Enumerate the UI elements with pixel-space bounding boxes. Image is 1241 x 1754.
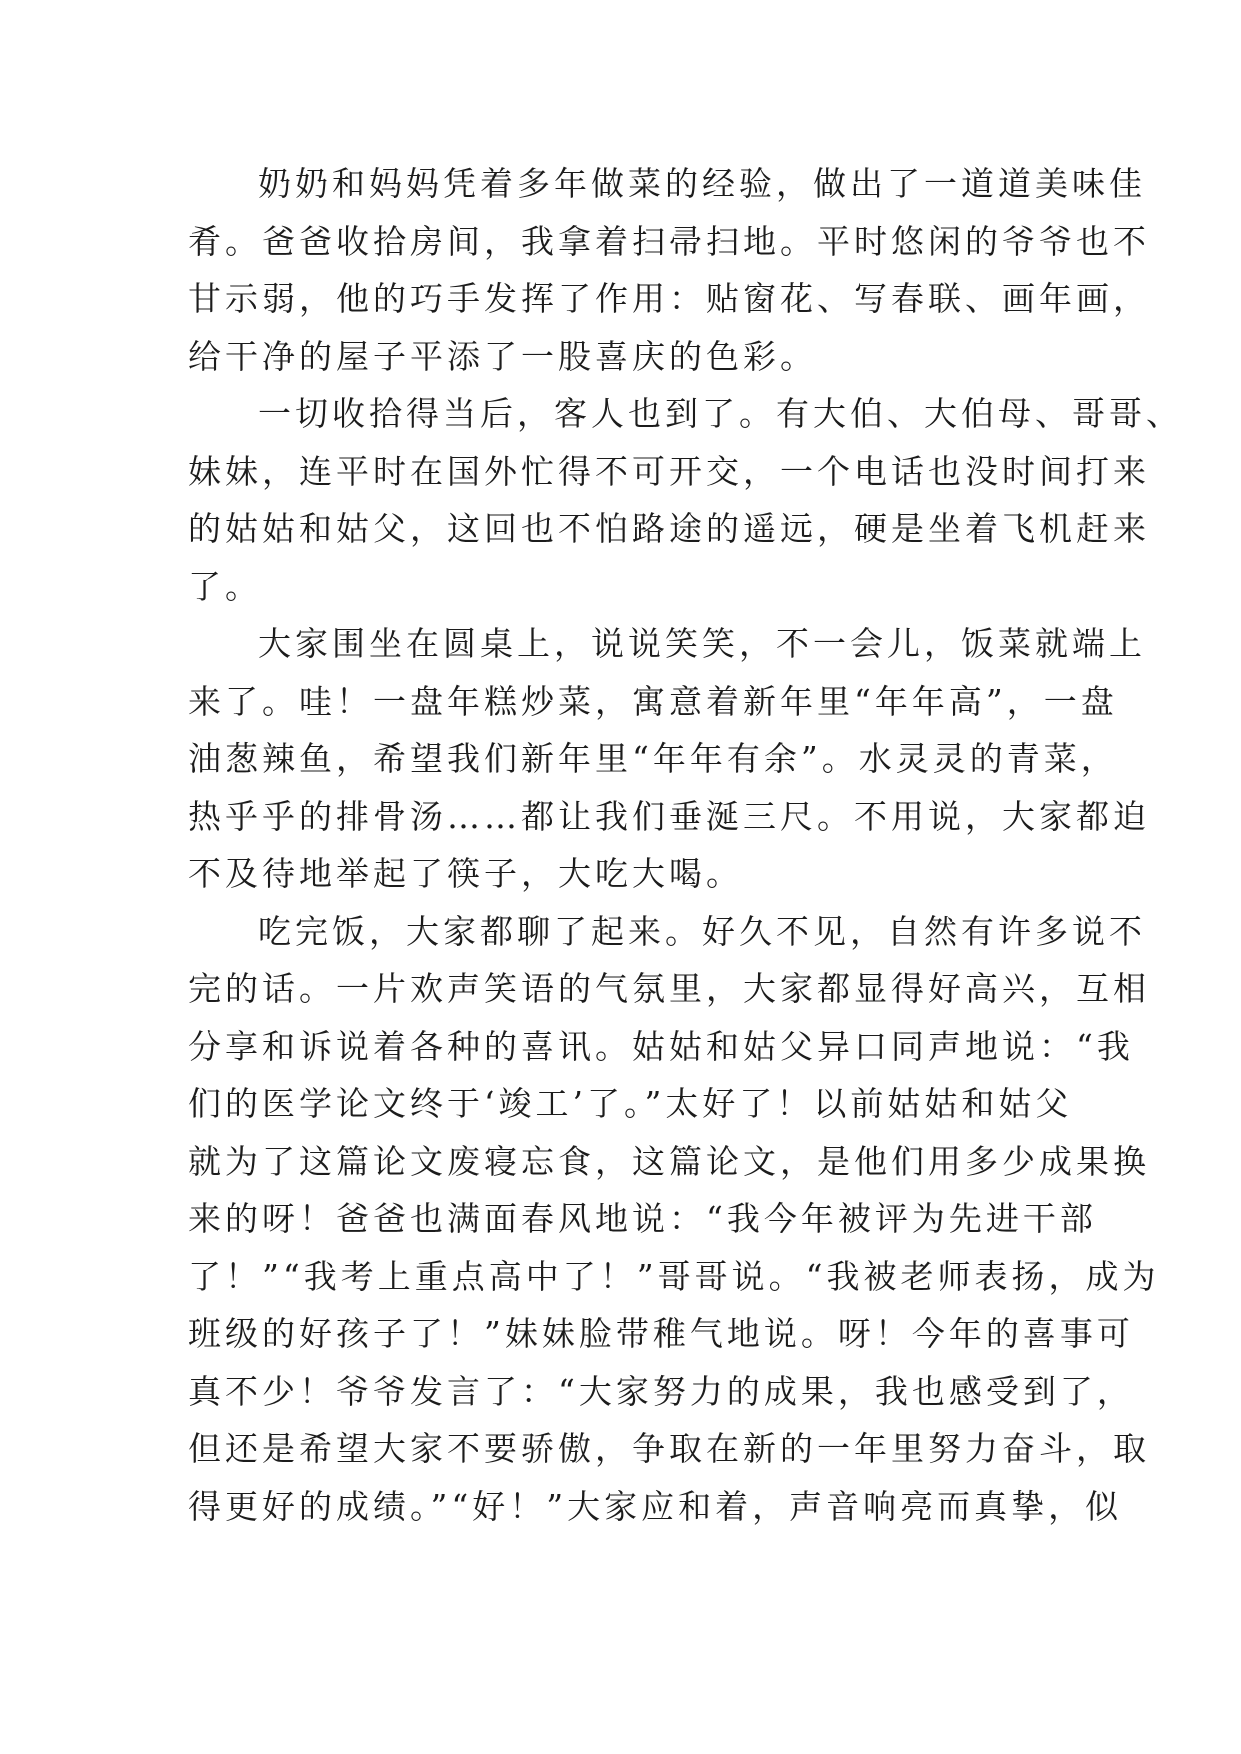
text-line: 真不少！爷爷发言了：“大家努力的成果，我也感受到了， [188, 1371, 1134, 1411]
text-line: 得更好的成绩。”“好！”大家应和着，声音响亮而真挚，似 [188, 1486, 1123, 1526]
text-line: 来了。哇！一盘年糕炒菜，寓意着新年里“年年高”，一盘 [188, 681, 1118, 721]
text-line: 给干净的屋子平添了一股喜庆的色彩。 [188, 336, 817, 376]
text-line: 来的呀！爸爸也满面春风地说：“我今年被评为先进干部 [188, 1199, 1097, 1238]
text-line: 分享和诉说着各种的喜讯。姑姑和姑父异口同声地说：“我 [188, 1026, 1134, 1066]
text-line: 了！”“我考上重点高中了！”哥哥说。“我被老师表扬，成为 [188, 1256, 1160, 1296]
text-line: 们的医学论文终于‘竣工’了。”太好了！以前姑姑和姑父 [188, 1084, 1073, 1123]
text-line: 肴。爸爸收拾房间，我拿着扫帚扫地。平时悠闲的爷爷也不 [188, 221, 1150, 261]
text-line: 了。 [188, 566, 262, 606]
text-line: 的姑姑和姑父，这回也不怕路途的遥远，硬是坐着飞机赶来 [188, 509, 1150, 548]
text-line: 就为了这篇论文废寝忘食，这篇论文，是他们用多少成果换 [188, 1141, 1150, 1181]
text-line: 热乎乎的排骨汤……都让我们垂涎三尺。不用说，大家都迫 [188, 796, 1150, 836]
text-line: 妹妹，连平时在国外忙得不可开交，一个电话也没时间打来 [188, 451, 1150, 491]
text-line: 班级的好孩子了！”妹妹脸带稚气地说。呀！今年的喜事可 [188, 1314, 1134, 1353]
text-line: 但还是希望大家不要骄傲，争取在新的一年里努力奋斗，取 [188, 1429, 1150, 1468]
document-body [188, 155, 1183, 1535]
text-line: 一切收拾得当后，客人也到了。有大伯、大伯母、哥哥、 [258, 394, 1183, 433]
text-line: 油葱辣鱼，希望我们新年里“年年有余”。水灵灵的青菜， [188, 739, 1118, 778]
text-line: 甘示弱，他的巧手发挥了作用：贴窗花、写春联、画年画， [188, 279, 1150, 318]
text-line: 吃完饭，大家都聊了起来。好久不见，自然有许多说不 [258, 911, 1146, 951]
text-line: 大家围坐在圆桌上，说说笑笑，不一会儿，饭菜就端上 [258, 624, 1146, 663]
text-line: 不及待地举起了筷子，大吃大喝。 [188, 854, 743, 893]
text-line: 完的话。一片欢声笑语的气氛里，大家都显得好高兴，互相 [188, 969, 1150, 1008]
text-line: 奶奶和妈妈凭着多年做菜的经验，做出了一道道美味佳 [258, 164, 1146, 203]
